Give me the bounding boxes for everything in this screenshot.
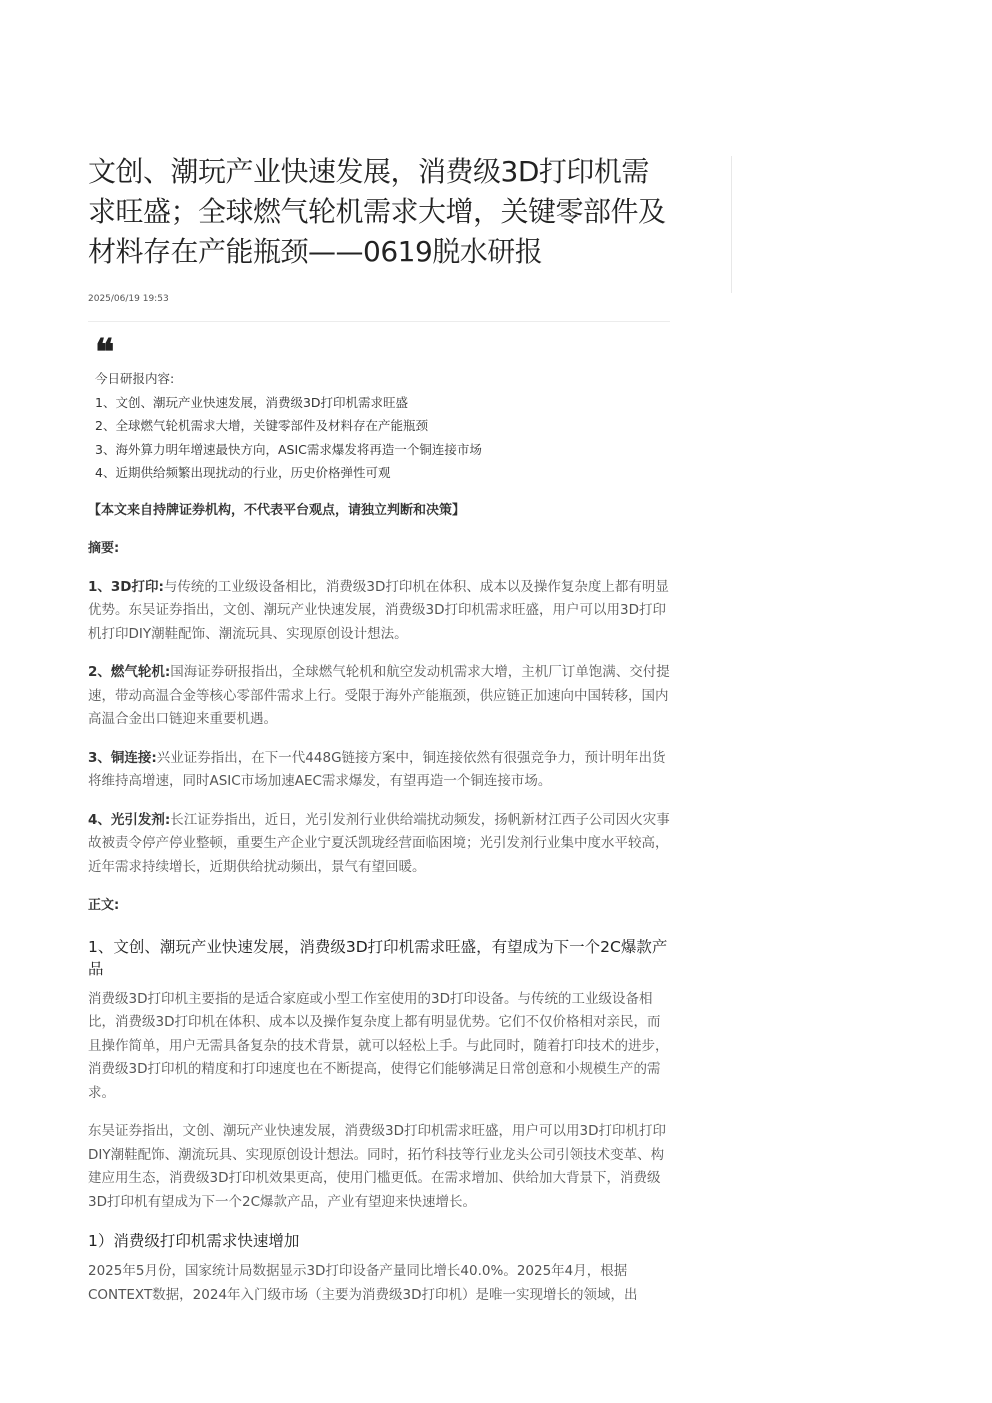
section-heading: 1、文创、潮玩产业快速发展，消费级3D打印机需求旺盛，有望成为下一个2C爆款产品 <box>88 937 668 978</box>
overview-item: 1、文创、潮玩产业快速发展，消费级3D打印机需求旺盛 <box>95 394 409 410</box>
summary-label: 摘要: <box>88 541 120 556</box>
publish-time: 2025/06/19 19:53 <box>88 294 169 304</box>
summary-item <box>88 747 670 794</box>
title-divider <box>88 321 670 322</box>
body-paragraph: 消费级3D打印机主要指的是适合家庭或小型工作室使用的3D打印设备。与传统的工业级设备相比，消费级3D打印机在体积、成本以及操作复杂度上都有明显优势。它们不仅价格相对亲民，而且操作简单，用户无需具备复杂的技术背景，就可以轻松上手。与此同时，随着打印技术的进步，消费级3D打印机的精度和打印速度也在不断提高，使得它们能够满足日常创意和小规模生产的需求。 <box>88 990 669 1101</box>
summary-item <box>88 809 670 880</box>
article <box>88 152 670 1307</box>
overview-item: 3、海外算力明年增速最快方向，ASIC需求爆发将再造一个铜连接市场 <box>95 441 482 457</box>
article-title: 文创、潮玩产业快速发展，消费级3D打印机需求旺盛；全球燃气轮机需求大增，关键零部件及材料存在产能瓶颈——0619脱水研报 <box>88 155 666 268</box>
overview-item: 2、全球燃气轮机需求大增，关键零部件及材料存在产能瓶颈 <box>95 418 428 433</box>
subsection-heading: 1）消费级打印机需求快速增加 <box>88 1232 300 1250</box>
disclaimer: 【本文来自持牌证券机构，不代表平台观点，请独立判断和决策】 <box>88 502 466 518</box>
overview-item: 4、近期供给频繁出现扰动的行业，历史价格弹性可观 <box>95 465 391 480</box>
body-paragraph: 2025年5月份，国家统计局数据显示3D打印设备产量同比增长40.0%。2025年4月，根据CONTEXT数据，2024年入门级市场（主要为消费级3D打印机）是唯一实现增长的领域，出 <box>88 1263 638 1303</box>
summary-item-text: 与传统的工业级设备相比，消费级3D打印机在体积、成本以及操作复杂度上都有明显优势。东吴证券指出，文创、潮玩产业快速发展，消费级3D打印机需求旺盛，用户可以用3D打印机打印DIY潮鞋配饰、潮流玩具、实现原创设计想法。 <box>88 578 669 642</box>
body-label: 正文: <box>88 898 120 913</box>
summary-item-label: 1、3D打印: <box>88 578 164 595</box>
body-paragraph: 东吴证券指出，文创、潮玩产业快速发展，消费级3D打印机需求旺盛，用户可以用3D打印机打印DIY潮鞋配饰、潮流玩具、实现原创设计想法。同时，拓竹科技等行业龙头公司引领技术变革、构建应用生态，消费级3D打印机效果更高，使用门槛更低。在需求增加、供给加大背景下，消费级3D打印机有望成为下一个2C爆款产品，产业有望迎来快速增长。 <box>88 1123 666 1210</box>
quote-icon: ❝ <box>95 331 111 373</box>
summary-item-text: 兴业证券指出，在下一代448G链接方案中，铜连接依然有很强竞争力，预计明年出货将维持高增速，同时ASIC市场加速AEC需求爆发，有望再造一个铜连接市场。 <box>88 749 666 789</box>
summary-item-label: 4、光引发剂: <box>88 811 171 828</box>
content-overview <box>88 331 670 485</box>
summary-item <box>88 661 670 732</box>
summary-item-text: 长江证券指出，近日，光引发剂行业供给端扰动频发，扬帆新材江西子公司因火灾事故被责令停产停业整顿，重要生产企业宁夏沃凯珑经营面临困境；光引发剂行业集中度水平较高，近年需求持续增长，近期供给扰动频出，景气有望回暖。 <box>88 811 670 875</box>
sidebar-divider <box>731 156 732 293</box>
summary-item-label: 2、燃气轮机: <box>88 664 171 680</box>
overview-heading: 今日研报内容: <box>95 371 175 386</box>
summary-item-label: 3、铜连接: <box>88 749 157 766</box>
summary-item-text: 国海证券研报指出，全球燃气轮机和航空发动机需求大增，主机厂订单饱满、交付提速，带动高温合金等核心零部件需求上行。受限于海外产能瓶颈，供应链正加速向中国转移，国内高温合金出口链迎来重要机遇。 <box>88 664 670 727</box>
summary-item <box>88 576 670 647</box>
